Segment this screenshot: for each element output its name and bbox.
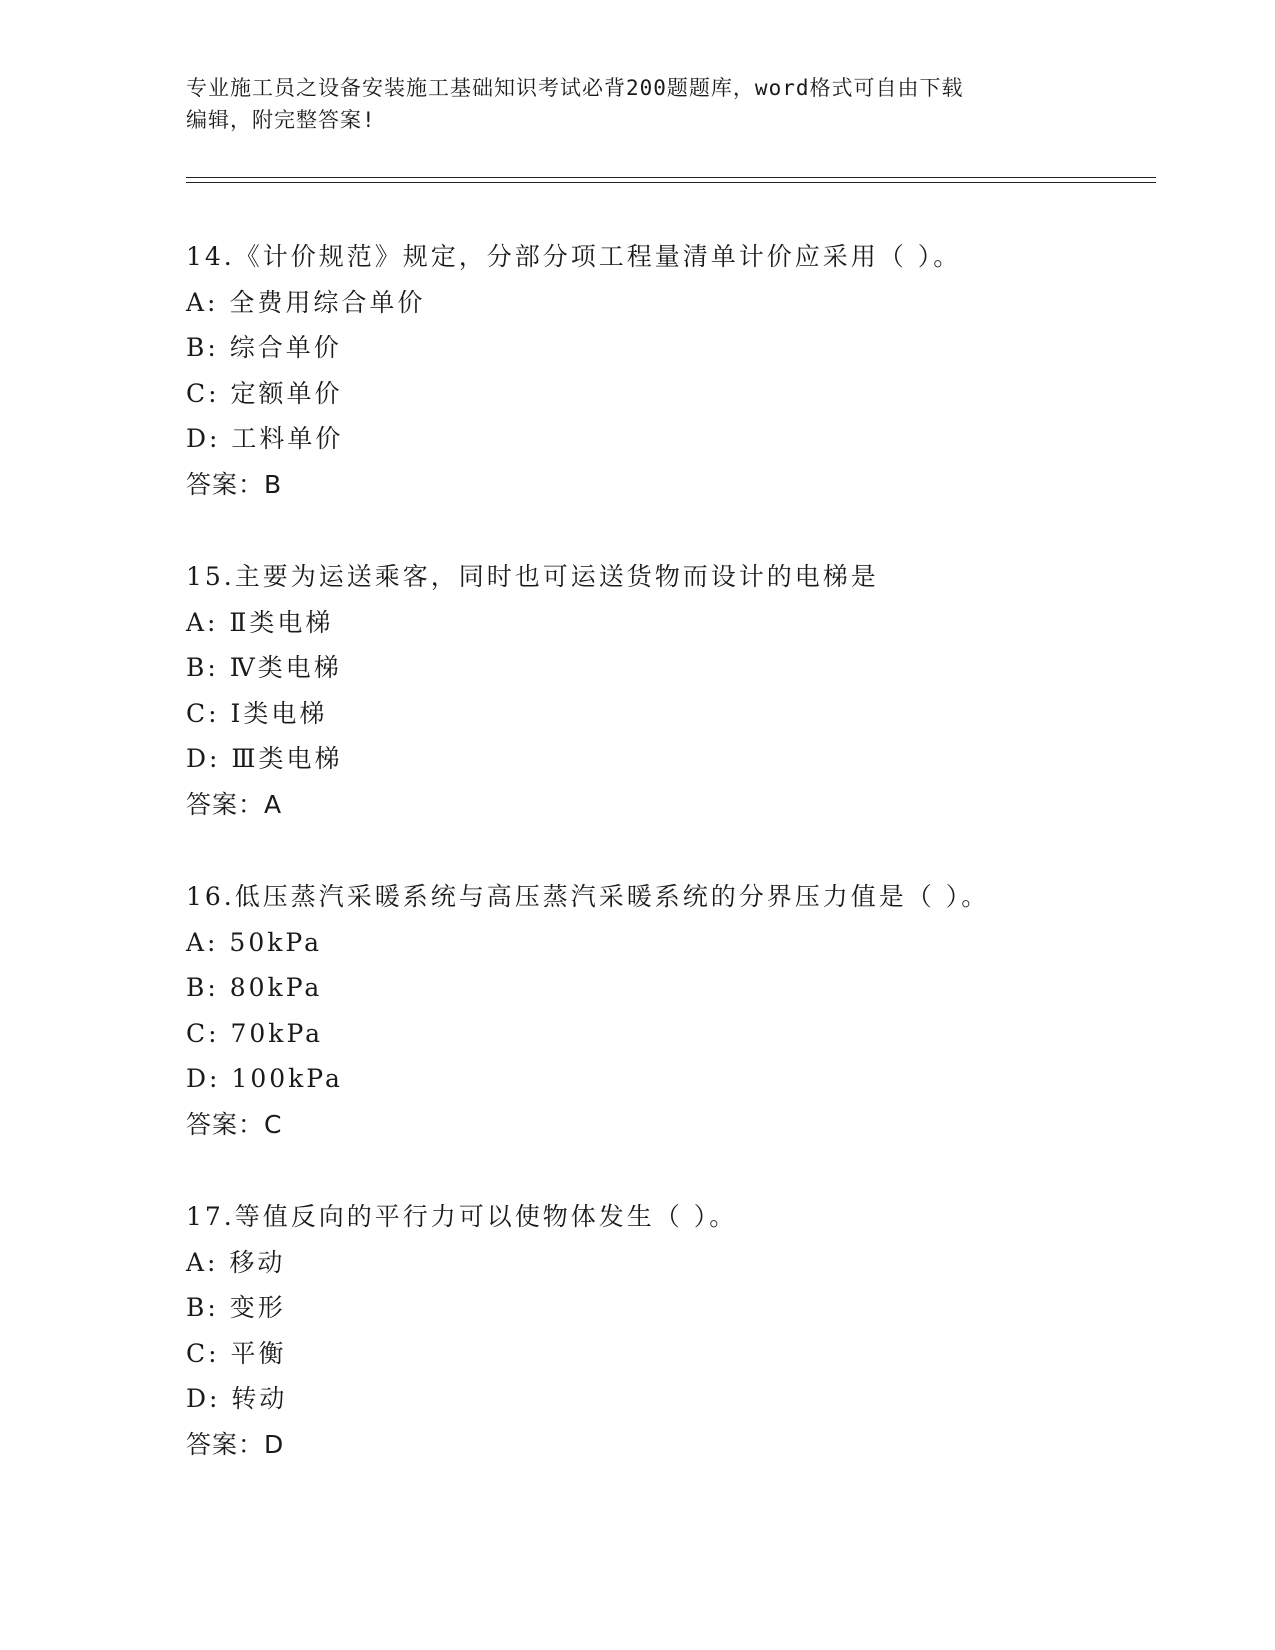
option-d: D: 工料单价 [186, 424, 344, 453]
question-15 [186, 554, 1166, 827]
option-d: D: Ⅲ类电梯 [186, 744, 343, 773]
question-stem: 15.主要为运送乘客，同时也可运送货物而设计的电梯是 [186, 562, 879, 591]
answer: 答案：D [186, 1429, 285, 1459]
answer: 答案：B [186, 469, 283, 499]
question-stem: 16.低压蒸汽采暖系统与高压蒸汽采暖系统的分界压力值是（ ）。 [186, 882, 990, 911]
option-a: A: 50kPa [186, 927, 322, 957]
option-b: B: Ⅳ类电梯 [186, 653, 342, 682]
header-line-1: 专业施工员之设备安装施工基础知识考试必背200题题库，word格式可自由下载 [186, 76, 964, 100]
question-16 [186, 874, 1166, 1147]
option-a: A: Ⅱ类电梯 [186, 607, 334, 637]
option-c: C: 定额单价 [186, 378, 343, 408]
header-divider-bottom [186, 182, 1156, 183]
option-a: A: 全费用综合单价 [186, 287, 426, 317]
option-b: B: 变形 [186, 1293, 286, 1322]
option-c: C: 平衡 [186, 1338, 287, 1368]
option-c: C: 70kPa [186, 1018, 324, 1048]
option-c: C: Ⅰ类电梯 [186, 698, 328, 728]
answer: 答案：C [186, 1109, 283, 1139]
option-b: B: 80kPa [186, 973, 323, 1002]
question-17 [186, 1194, 1166, 1467]
option-d: D: 转动 [186, 1384, 288, 1413]
option-b: B: 综合单价 [186, 333, 342, 362]
option-a: A: 移动 [186, 1247, 286, 1277]
question-stem: 14.《计价规范》规定，分部分项工程量清单计价应采用（ ）。 [186, 242, 962, 271]
option-d: D: 100kPa [186, 1064, 343, 1093]
header-line-2: 编辑，附完整答案! [186, 108, 376, 132]
document-header [186, 72, 1086, 136]
question-stem: 17.等值反向的平行力可以使物体发生（ ）。 [186, 1202, 738, 1231]
answer: 答案：A [186, 789, 283, 819]
question-14 [186, 234, 1166, 507]
header-divider-top [186, 177, 1156, 178]
